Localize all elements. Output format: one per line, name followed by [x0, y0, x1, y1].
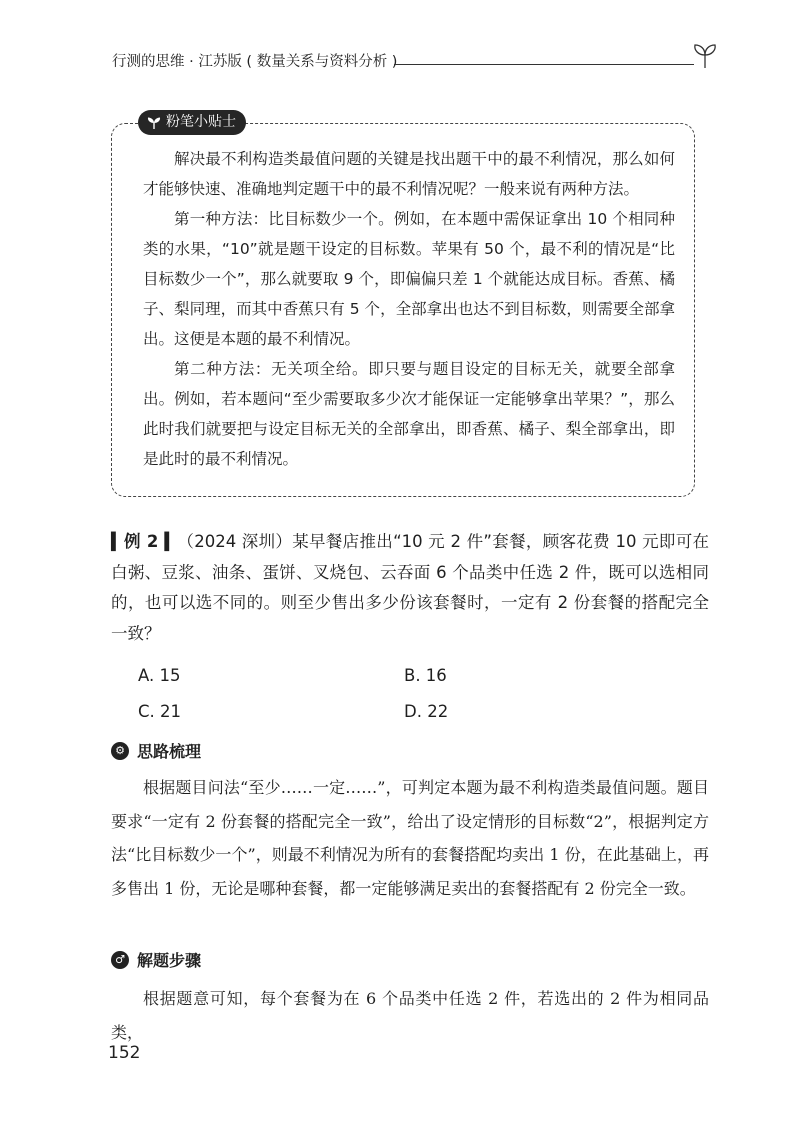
option-a: A. 15 — [138, 666, 181, 685]
answer-options — [138, 666, 538, 736]
example-text: （2024 深圳）某早餐店推出“10 元 2 件”套餐，顾客花费 10 元即可在白粥、豆浆、油条、蛋饼、叉烧包、云吞面 6 个品类中任选 2 件，既可以选相同的，也可以选不同的。则至少售出多少份该套餐时，一定有 2 份套餐的搭配完全一致？ — [111, 532, 710, 643]
option-d: D. 22 — [404, 702, 449, 721]
gear-icon: ⚙ — [111, 742, 129, 760]
tip-content — [143, 144, 675, 474]
option-c: C. 21 — [138, 702, 182, 721]
tip-box — [111, 114, 695, 497]
sprout-icon — [146, 116, 162, 130]
key-icon: ♂ — [111, 951, 129, 969]
solution-title: 解题步骤 — [137, 951, 202, 970]
page-number: 152 — [108, 1043, 141, 1063]
thinking-heading — [111, 739, 201, 762]
running-header — [112, 48, 720, 72]
tip-badge-label: 粉笔小贴士 — [166, 114, 236, 130]
example-question — [111, 527, 709, 649]
book-title: 行测的思维 · 江苏版 ( 数量关系与资料分析 ) — [112, 54, 398, 70]
option-b: B. 16 — [404, 666, 447, 685]
example-tag: ▍例 2 ▍ — [111, 532, 178, 551]
thinking-title: 思路梳理 — [137, 742, 202, 761]
tip-badge — [138, 110, 246, 135]
solution-heading — [111, 948, 201, 971]
header-rule — [394, 64, 694, 65]
solution-paragraph: 根据题意可知，每个套餐为在 6 个品类中任选 2 件，若选出的 2 件为相同品类， — [111, 989, 709, 1042]
leaf-sprout-icon — [690, 40, 720, 70]
thinking-paragraph: 根据题目问法“至少……一定……”，可判定本题为最不利构造类最值问题。题目要求“一定有 2 份套餐的搭配完全一致”，给出了设定情形的目标数“2”，根据判定方法“比目标数少一个”，则最不利情况为所有的套餐搭配均卖出 1 份，在此基础上，再多售出 1 份，无论是哪种套餐，都一定能够满足卖出的套餐搭配有 2 份完全一致。 — [111, 778, 709, 898]
tip-paragraph: 第一种方法：比目标数少一个。例如，在本题中需保证拿出 10 个相同种类的水果，“10”就是题干设定的目标数。苹果有 50 个，最不利的情况是“比目标数少一个”，那么就要取 9 个，即偏偏只差 1 个就能达成目标。香蕉、橘子、梨同理，而其中香蕉只有 5 个，全部拿出也达不到目标数，则需要全部拿出。这便是本题的最不利情况。 — [143, 210, 675, 348]
tip-paragraph: 解决最不利构造类最值问题的关键是找出题干中的最不利情况，那么如何才能够快速、准确地判定题干中的最不利情况呢？一般来说有两种方法。 — [143, 150, 675, 198]
tip-paragraph: 第二种方法：无关项全给。即只要与题目设定的目标无关，就要全部拿出。例如，若本题问“至少需要取多少次才能保证一定能够拿出苹果？”，那么此时我们就要把与设定目标无关的全部拿出，即香蕉、橘子、梨全部拿出，即是此时的最不利情况。 — [143, 360, 675, 468]
